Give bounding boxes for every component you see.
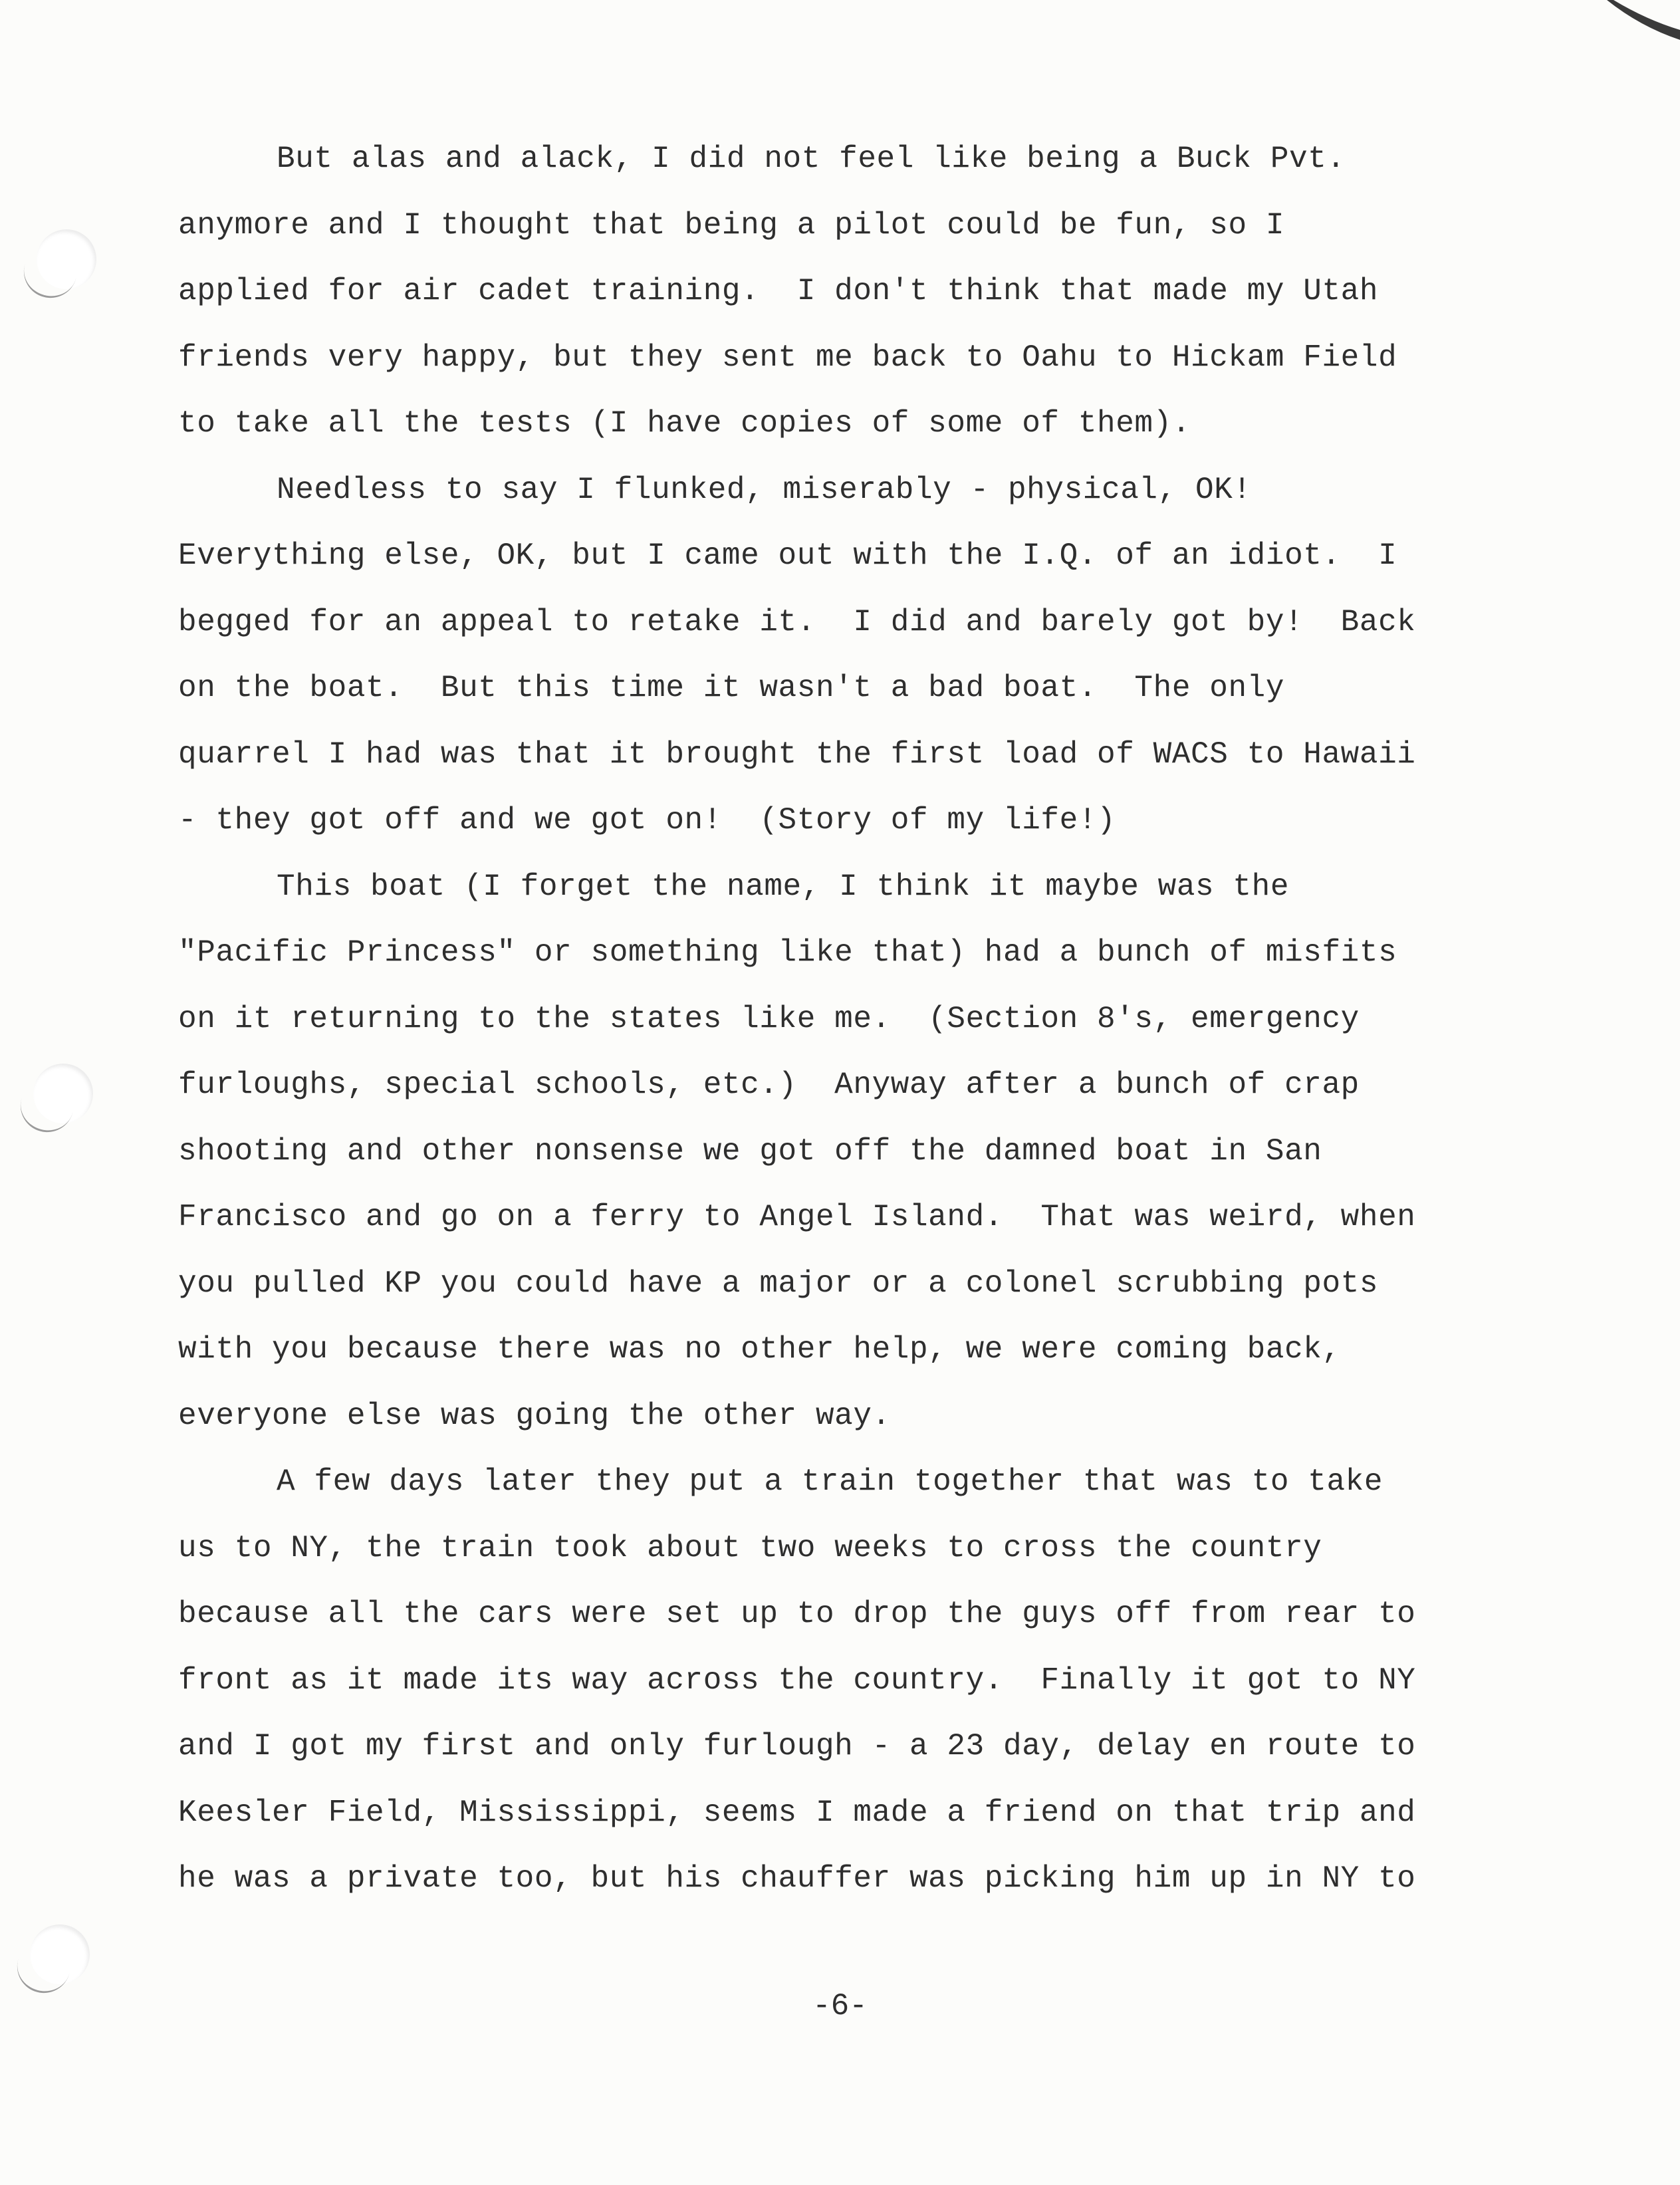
text-line: But alas and alack, I did not feel like being a Buck Pvt. xyxy=(277,142,1346,176)
text-line: you pulled KP you could have a major or a colonel scrubbing pots xyxy=(178,1266,1379,1301)
text-line: Keesler Field, Mississippi, seems I made a friend on that trip and xyxy=(178,1795,1416,1830)
text-line: quarrel I had was that it brought the first load of WACS to Hawaii xyxy=(178,737,1416,772)
text-line: Needless to say I flunked, miserably - physical, OK! xyxy=(277,472,1252,507)
page-number: -6- xyxy=(812,1989,868,2023)
text-line: front as it made its way across the country. Finally it got to NY xyxy=(178,1663,1416,1698)
text-line: furloughs, special schools, etc.) Anyway after a bunch of crap xyxy=(178,1068,1360,1102)
text-line: begged for an appeal to retake it. I did and barely got by! Back xyxy=(178,604,1416,639)
text-line: because all the cars were set up to drop the guys off from rear to xyxy=(178,1597,1416,1631)
text-line: A few days later they put a train together that was to take xyxy=(277,1464,1383,1499)
text-line: and I got my first and only furlough - a 23 day, delay en route to xyxy=(178,1729,1416,1764)
text-line: "Pacific Princess" or something like that) had a bunch of misfits xyxy=(178,935,1397,970)
text-line: on it returning to the states like me. (Section 8's, emergency xyxy=(178,1001,1360,1036)
text-line: everyone else was going the other way. xyxy=(178,1398,891,1433)
punch-hole-middle xyxy=(33,1064,93,1123)
page-corner-curl xyxy=(1600,0,1680,40)
text-line: anymore and I thought that being a pilot could be fun, so I xyxy=(178,207,1285,243)
text-line: on the boat. But this time it wasn't a bad boat. The only xyxy=(178,671,1285,705)
text-line: Everything else, OK, but I came out with the I.Q. of an idiot. I xyxy=(178,538,1397,573)
text-line: Francisco and go on a ferry to Angel Island. That was weird, when xyxy=(178,1200,1416,1234)
text-line: friends very happy, but they sent me back to Oahu to Hickam Field xyxy=(178,340,1397,375)
punch-hole-top xyxy=(37,229,96,289)
text-line: shooting and other nonsense we got off the damned boat in San xyxy=(178,1133,1322,1169)
text-line: applied for air cadet training. I don't think that made my Utah xyxy=(178,274,1379,308)
text-line: to take all the tests (I have copies of some of them). xyxy=(178,406,1191,441)
punch-hole-bottom xyxy=(30,1924,90,1984)
text-line: us to NY, the train took about two weeks to cross the country xyxy=(178,1530,1322,1565)
text-line: he was a private too, but his chauffer was picking him up in NY to xyxy=(178,1861,1416,1896)
text-line: - they got off and we got on! (Story of my life!) xyxy=(178,803,1116,838)
text-line: This boat (I forget the name, I think it maybe was the xyxy=(277,869,1290,904)
typed-text-body xyxy=(178,126,1508,1912)
text-line: with you because there was no other help, we were coming back, xyxy=(178,1332,1341,1367)
